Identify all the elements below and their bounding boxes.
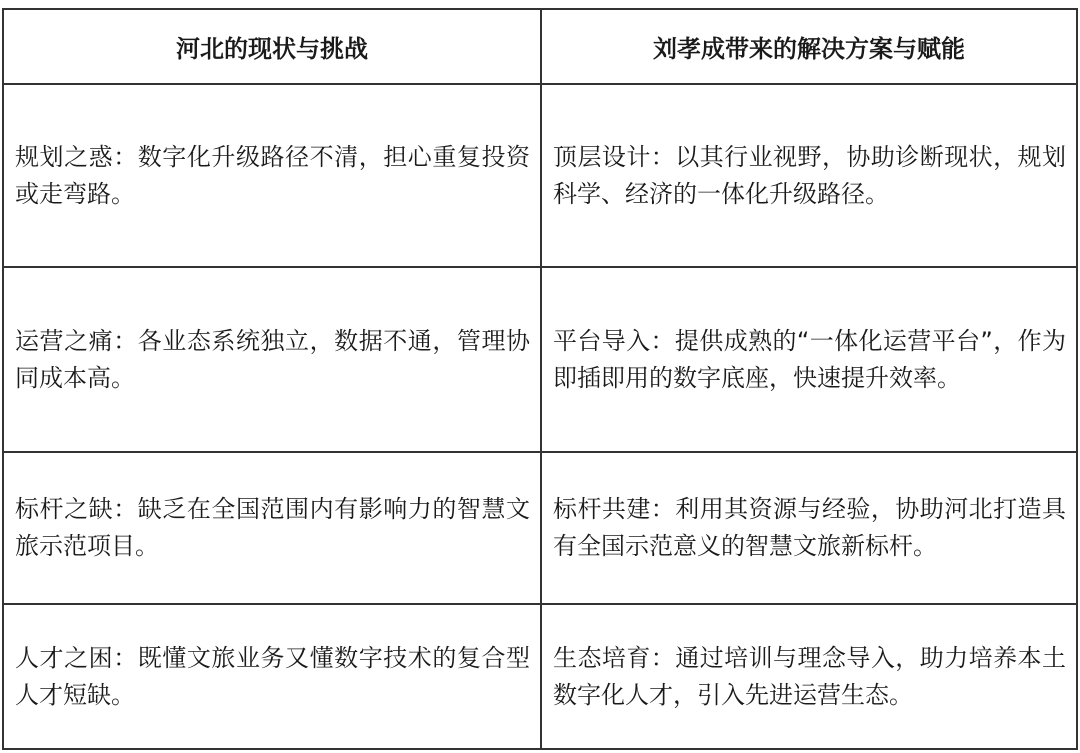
challenge-cell: 人才之困：既懂文旅业务又懂数字技术的复合型人才短缺。 (3, 604, 541, 749)
header-solutions: 刘孝成带来的解决方案与赋能 (541, 9, 1077, 84)
table-row (3, 604, 1077, 749)
solution-cell: 生态培育：通过培训与理念导入，助力培养本土数字化人才，引入先进运营生态。 (541, 604, 1077, 749)
challenge-cell: 运营之痛：各业态系统独立，数据不通，管理协同成本高。 (3, 267, 541, 452)
solution-cell: 平台导入：提供成熟的“一体化运营平台”，作为即插即用的数字底座，快速提升效率。 (541, 267, 1077, 452)
comparison-table (2, 8, 1078, 750)
header-challenges: 河北的现状与挑战 (3, 9, 541, 84)
challenge-cell: 标杆之缺：缺乏在全国范围内有影响力的智慧文旅示范项目。 (3, 452, 541, 604)
solution-cell: 标杆共建：利用其资源与经验，协助河北打造具有全国示范意义的智慧文旅新标杆。 (541, 452, 1077, 604)
table-row (3, 267, 1077, 452)
challenge-cell: 规划之惑：数字化升级路径不清，担心重复投资或走弯路。 (3, 84, 541, 267)
comparison-table-wrapper (2, 8, 1076, 748)
solution-cell: 顶层设计：以其行业视野，协助诊断现状，规划科学、经济的一体化升级路径。 (541, 84, 1077, 267)
table-header-row (3, 9, 1077, 84)
table-row (3, 84, 1077, 267)
table-row (3, 452, 1077, 604)
